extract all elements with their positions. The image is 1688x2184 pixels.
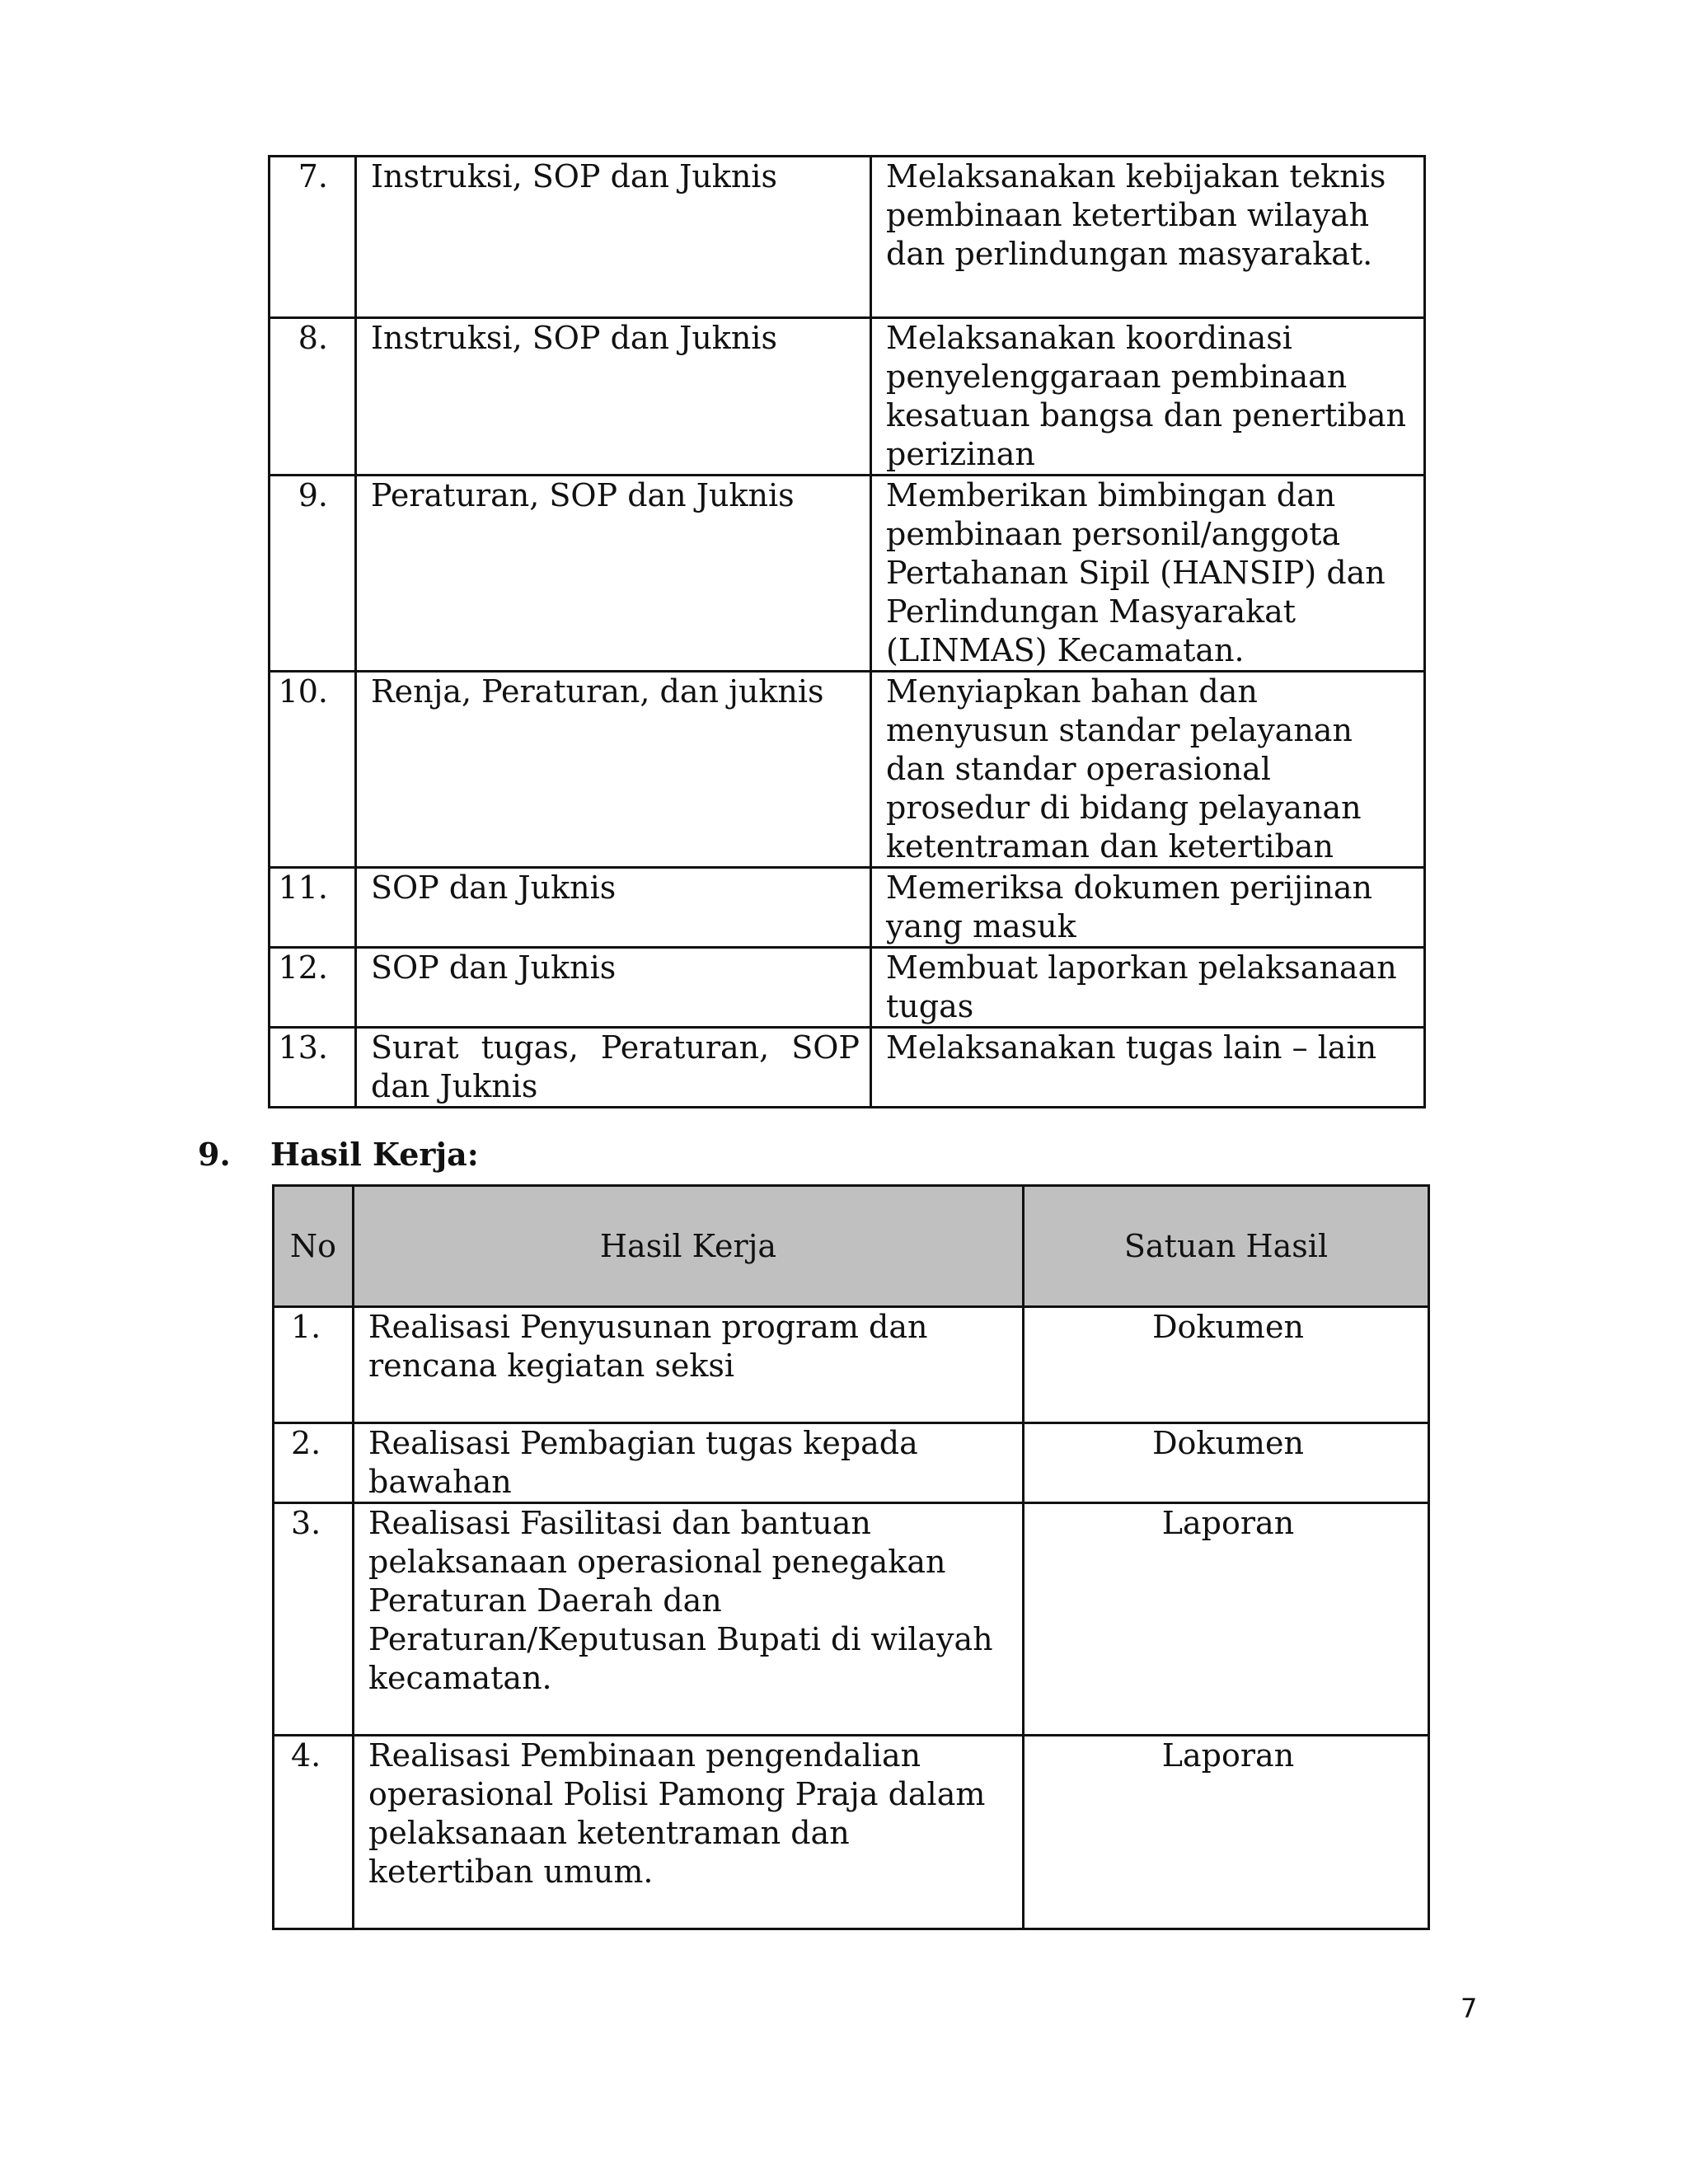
row-document: Peraturan, SOP dan Juknis xyxy=(356,476,871,672)
row-document: SOP dan Juknis xyxy=(356,868,871,948)
tugas-table xyxy=(268,155,1426,1108)
row-number: 11. xyxy=(270,868,356,948)
row-number: 8. xyxy=(270,318,356,476)
row-result: Realisasi Penyusunan program dan rencana kegiatan seksi xyxy=(354,1307,1024,1423)
row-document: SOP dan Juknis xyxy=(356,948,871,1028)
table-row xyxy=(274,1736,1429,1929)
table-row xyxy=(274,1307,1429,1423)
row-number: 4. xyxy=(274,1736,354,1929)
table-row xyxy=(270,672,1425,868)
table-row xyxy=(274,1423,1429,1503)
row-result: Realisasi Fasilitasi dan bantuan pelaksanaan operasional penegakan Peraturan Daerah dan Peraturan/Keputusan Bupati di wilayah kecamatan. xyxy=(354,1503,1024,1736)
row-unit: Laporan xyxy=(1024,1736,1429,1929)
row-number: 3. xyxy=(274,1503,354,1736)
row-number: 7. xyxy=(270,157,356,318)
row-activity: Melaksanakan tugas lain – lain xyxy=(871,1028,1425,1108)
row-document: Surat tugas, Peraturan, SOP dan Juknis xyxy=(356,1028,871,1108)
table-header-row xyxy=(274,1186,1429,1307)
table-row xyxy=(270,948,1425,1028)
header-no: No xyxy=(274,1186,354,1307)
table-row xyxy=(270,318,1425,476)
row-document: Renja, Peraturan, dan juknis xyxy=(356,672,871,868)
row-activity: Membuat laporkan pelaksanaan tugas xyxy=(871,948,1425,1028)
row-number: 13. xyxy=(270,1028,356,1108)
row-activity: Melaksanakan koordinasi penyelenggaraan pembinaan kesatuan bangsa dan penertiban perizinan xyxy=(871,318,1425,476)
row-result: Realisasi Pembagian tugas kepada bawahan xyxy=(354,1423,1024,1503)
table-row xyxy=(270,868,1425,948)
row-result: Realisasi Pembinaan pengendalian operasional Polisi Pamong Praja dalam pelaksanaan ketentraman dan ketertiban umum. xyxy=(354,1736,1024,1929)
table-row xyxy=(270,1028,1425,1108)
row-number: 10. xyxy=(270,672,356,868)
row-activity: Memberikan bimbingan dan pembinaan personil/anggota Pertahanan Sipil (HANSIP) dan Perlindungan Masyarakat (LINMAS) Kecamatan. xyxy=(871,476,1425,672)
section-title: Hasil Kerja: xyxy=(270,1136,479,1173)
row-unit: Laporan xyxy=(1024,1503,1429,1736)
hasil-kerja-table xyxy=(272,1184,1430,1930)
row-unit: Dokumen xyxy=(1024,1307,1429,1423)
table-row xyxy=(270,157,1425,318)
header-hasil-kerja: Hasil Kerja xyxy=(354,1186,1024,1307)
row-activity: Melaksanakan kebijakan teknis pembinaan ketertiban wilayah dan perlindungan masyarakat. xyxy=(871,157,1425,318)
table-row xyxy=(274,1503,1429,1736)
row-number: 1. xyxy=(274,1307,354,1423)
row-activity: Memeriksa dokumen perijinan yang masuk xyxy=(871,868,1425,948)
row-activity: Menyiapkan bahan dan menyusun standar pelayanan dan standar operasional prosedur di bidang pelayanan ketentraman dan ketertiban xyxy=(871,672,1425,868)
row-unit: Dokumen xyxy=(1024,1423,1429,1503)
page-number: 7 xyxy=(1461,1993,1478,2024)
row-number: 2. xyxy=(274,1423,354,1503)
header-satuan-hasil: Satuan Hasil xyxy=(1024,1186,1429,1307)
row-document: Instruksi, SOP dan Juknis xyxy=(356,318,871,476)
section-number: 9. xyxy=(198,1136,231,1173)
section-heading xyxy=(198,1136,479,1173)
row-number: 9. xyxy=(270,476,356,672)
table-row xyxy=(270,476,1425,672)
row-number: 12. xyxy=(270,948,356,1028)
row-document: Instruksi, SOP dan Juknis xyxy=(356,157,871,318)
